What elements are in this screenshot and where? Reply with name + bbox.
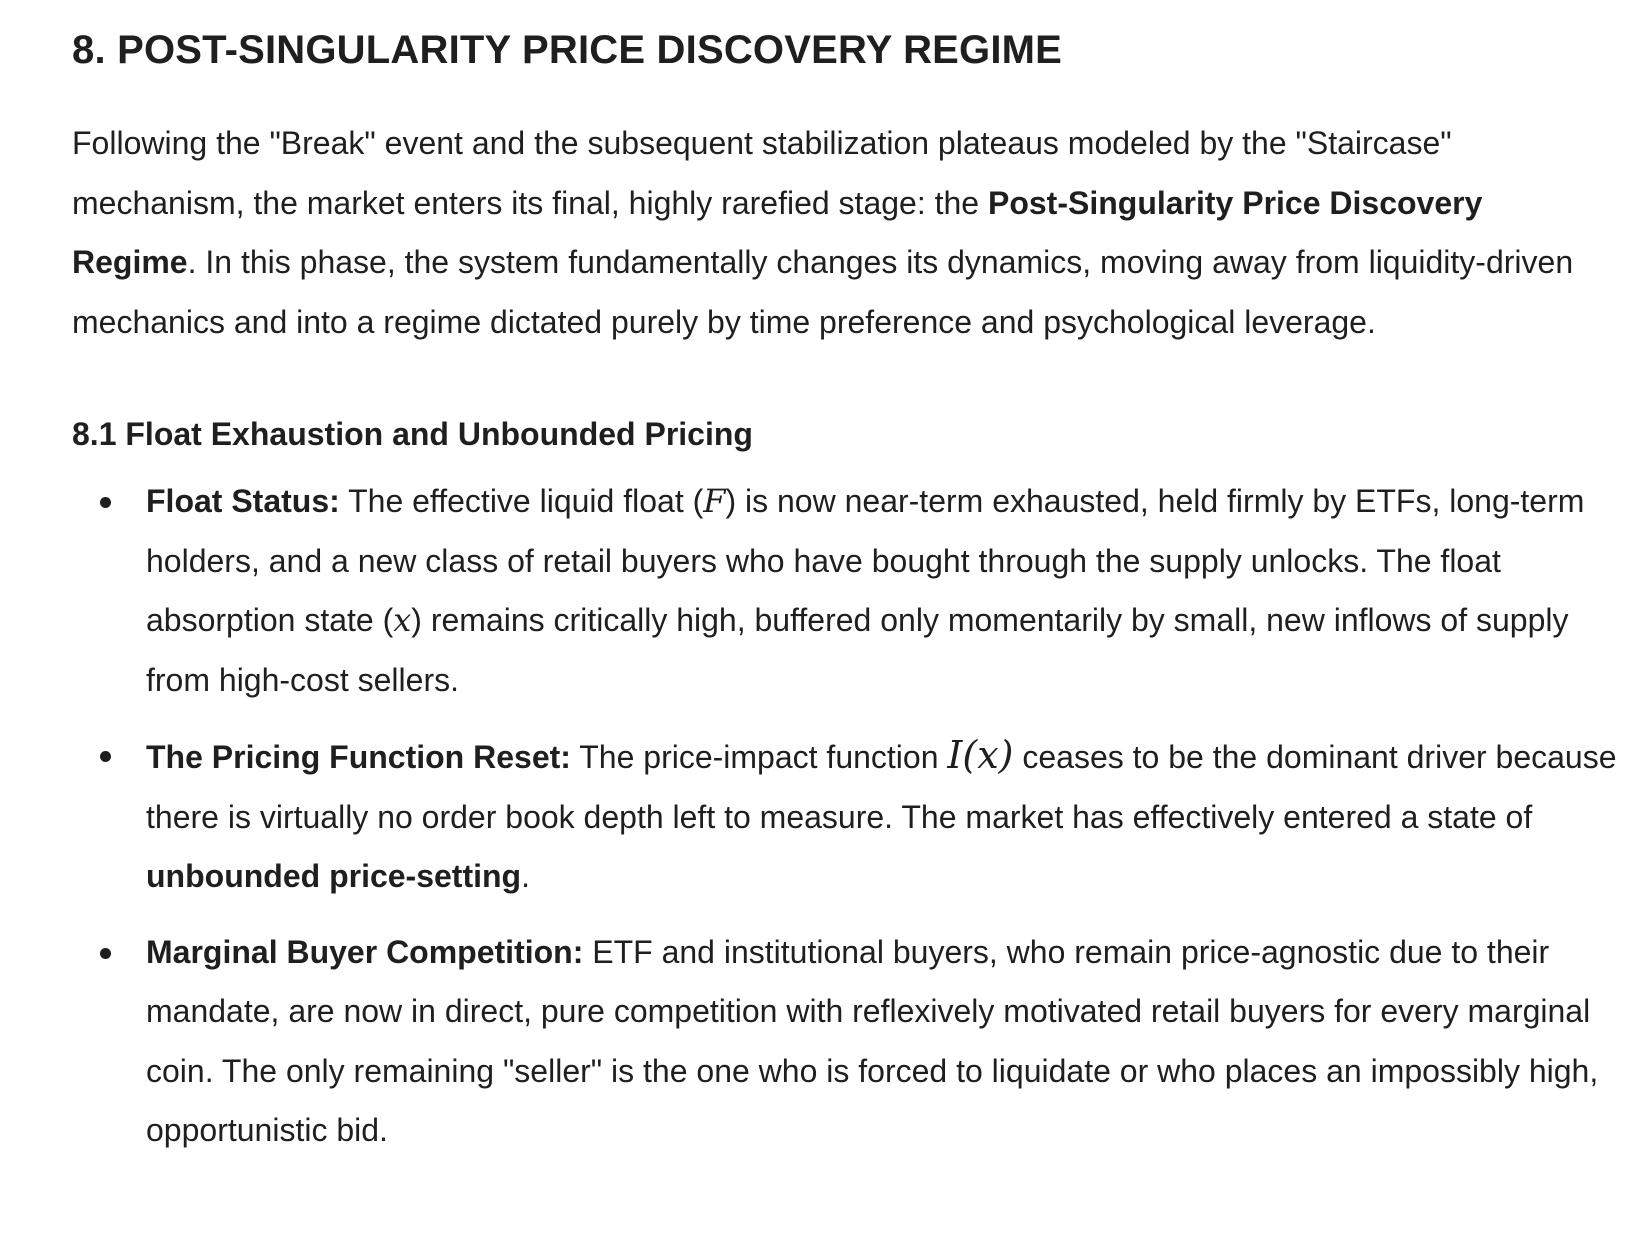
bullet-text: The effective liquid float ( — [339, 483, 704, 519]
bullet-text: ) remains critically high, buffered only momentarily by small, new inflows of supply from high-cost sellers. — [146, 602, 1569, 698]
bullet-text: ETF and institutional buyers, who remain price-agnostic due to their mandate, are now in direct, pure competition with reflexively motivated retail buyers for every marginal coin. The only remaining "seller" is the one who is forced to liquidate or who places an impossibly high, opportunistic bid. — [146, 933, 1599, 1148]
math-symbol: F — [703, 482, 726, 520]
subsection-heading: 8.1 Float Exhaustion and Unbounded Pricing — [72, 416, 753, 452]
bullet-bold-term: unbounded price-setting — [146, 858, 522, 894]
bullet-text: ) is now near-term exhausted, held firmly by ETFs, long-term holders, and a new class of retail buyers who have bought through the supply unlocks. The float absorption state ( — [146, 483, 1585, 638]
list-item-pricing-reset — [72, 726, 1626, 907]
intro-paragraph — [72, 114, 1592, 352]
bullet-label: Float Status: — [146, 483, 340, 519]
bullet-text: The price-impact function — [570, 739, 948, 775]
section-heading: 8. POST-SINGULARITY PRICE DISCOVERY REGIME — [72, 28, 1063, 72]
list-item-float-status — [72, 472, 1626, 710]
intro-text-2: . In this phase, the system fundamentally changes its dynamics, moving away from liquidity-driven mechanics and into a regime dictated purely by time preference and psychological leverage. — [72, 244, 1574, 340]
bullet-icon — [100, 751, 111, 762]
bullet-icon — [100, 497, 111, 508]
document-content — [72, 22, 1617, 1177]
math-symbol: x — [393, 601, 412, 639]
math-expression: I(x) — [947, 733, 1014, 777]
intro-bold-term: Post-Singularity Price Discovery Regime — [72, 184, 1483, 280]
bullet-text: ceases to be the dominant driver because there is virtually no order book depth left to measure. The market has effectively entered a state of — [146, 739, 1617, 835]
intro-text-1: Following the "Break" event and the subsequent stabilization plateaus modeled by the "Staircase" mechanism, the market enters its final, highly rarefied stage: the — [72, 125, 1452, 221]
bullet-label: The Pricing Function Reset: — [146, 739, 571, 775]
bullet-icon — [100, 948, 111, 959]
bullet-label: Marginal Buyer Competition: — [146, 933, 584, 970]
list-item-marginal-buyer — [72, 923, 1626, 1161]
bullet-text: . — [521, 858, 530, 894]
bullet-list — [72, 472, 1617, 1161]
